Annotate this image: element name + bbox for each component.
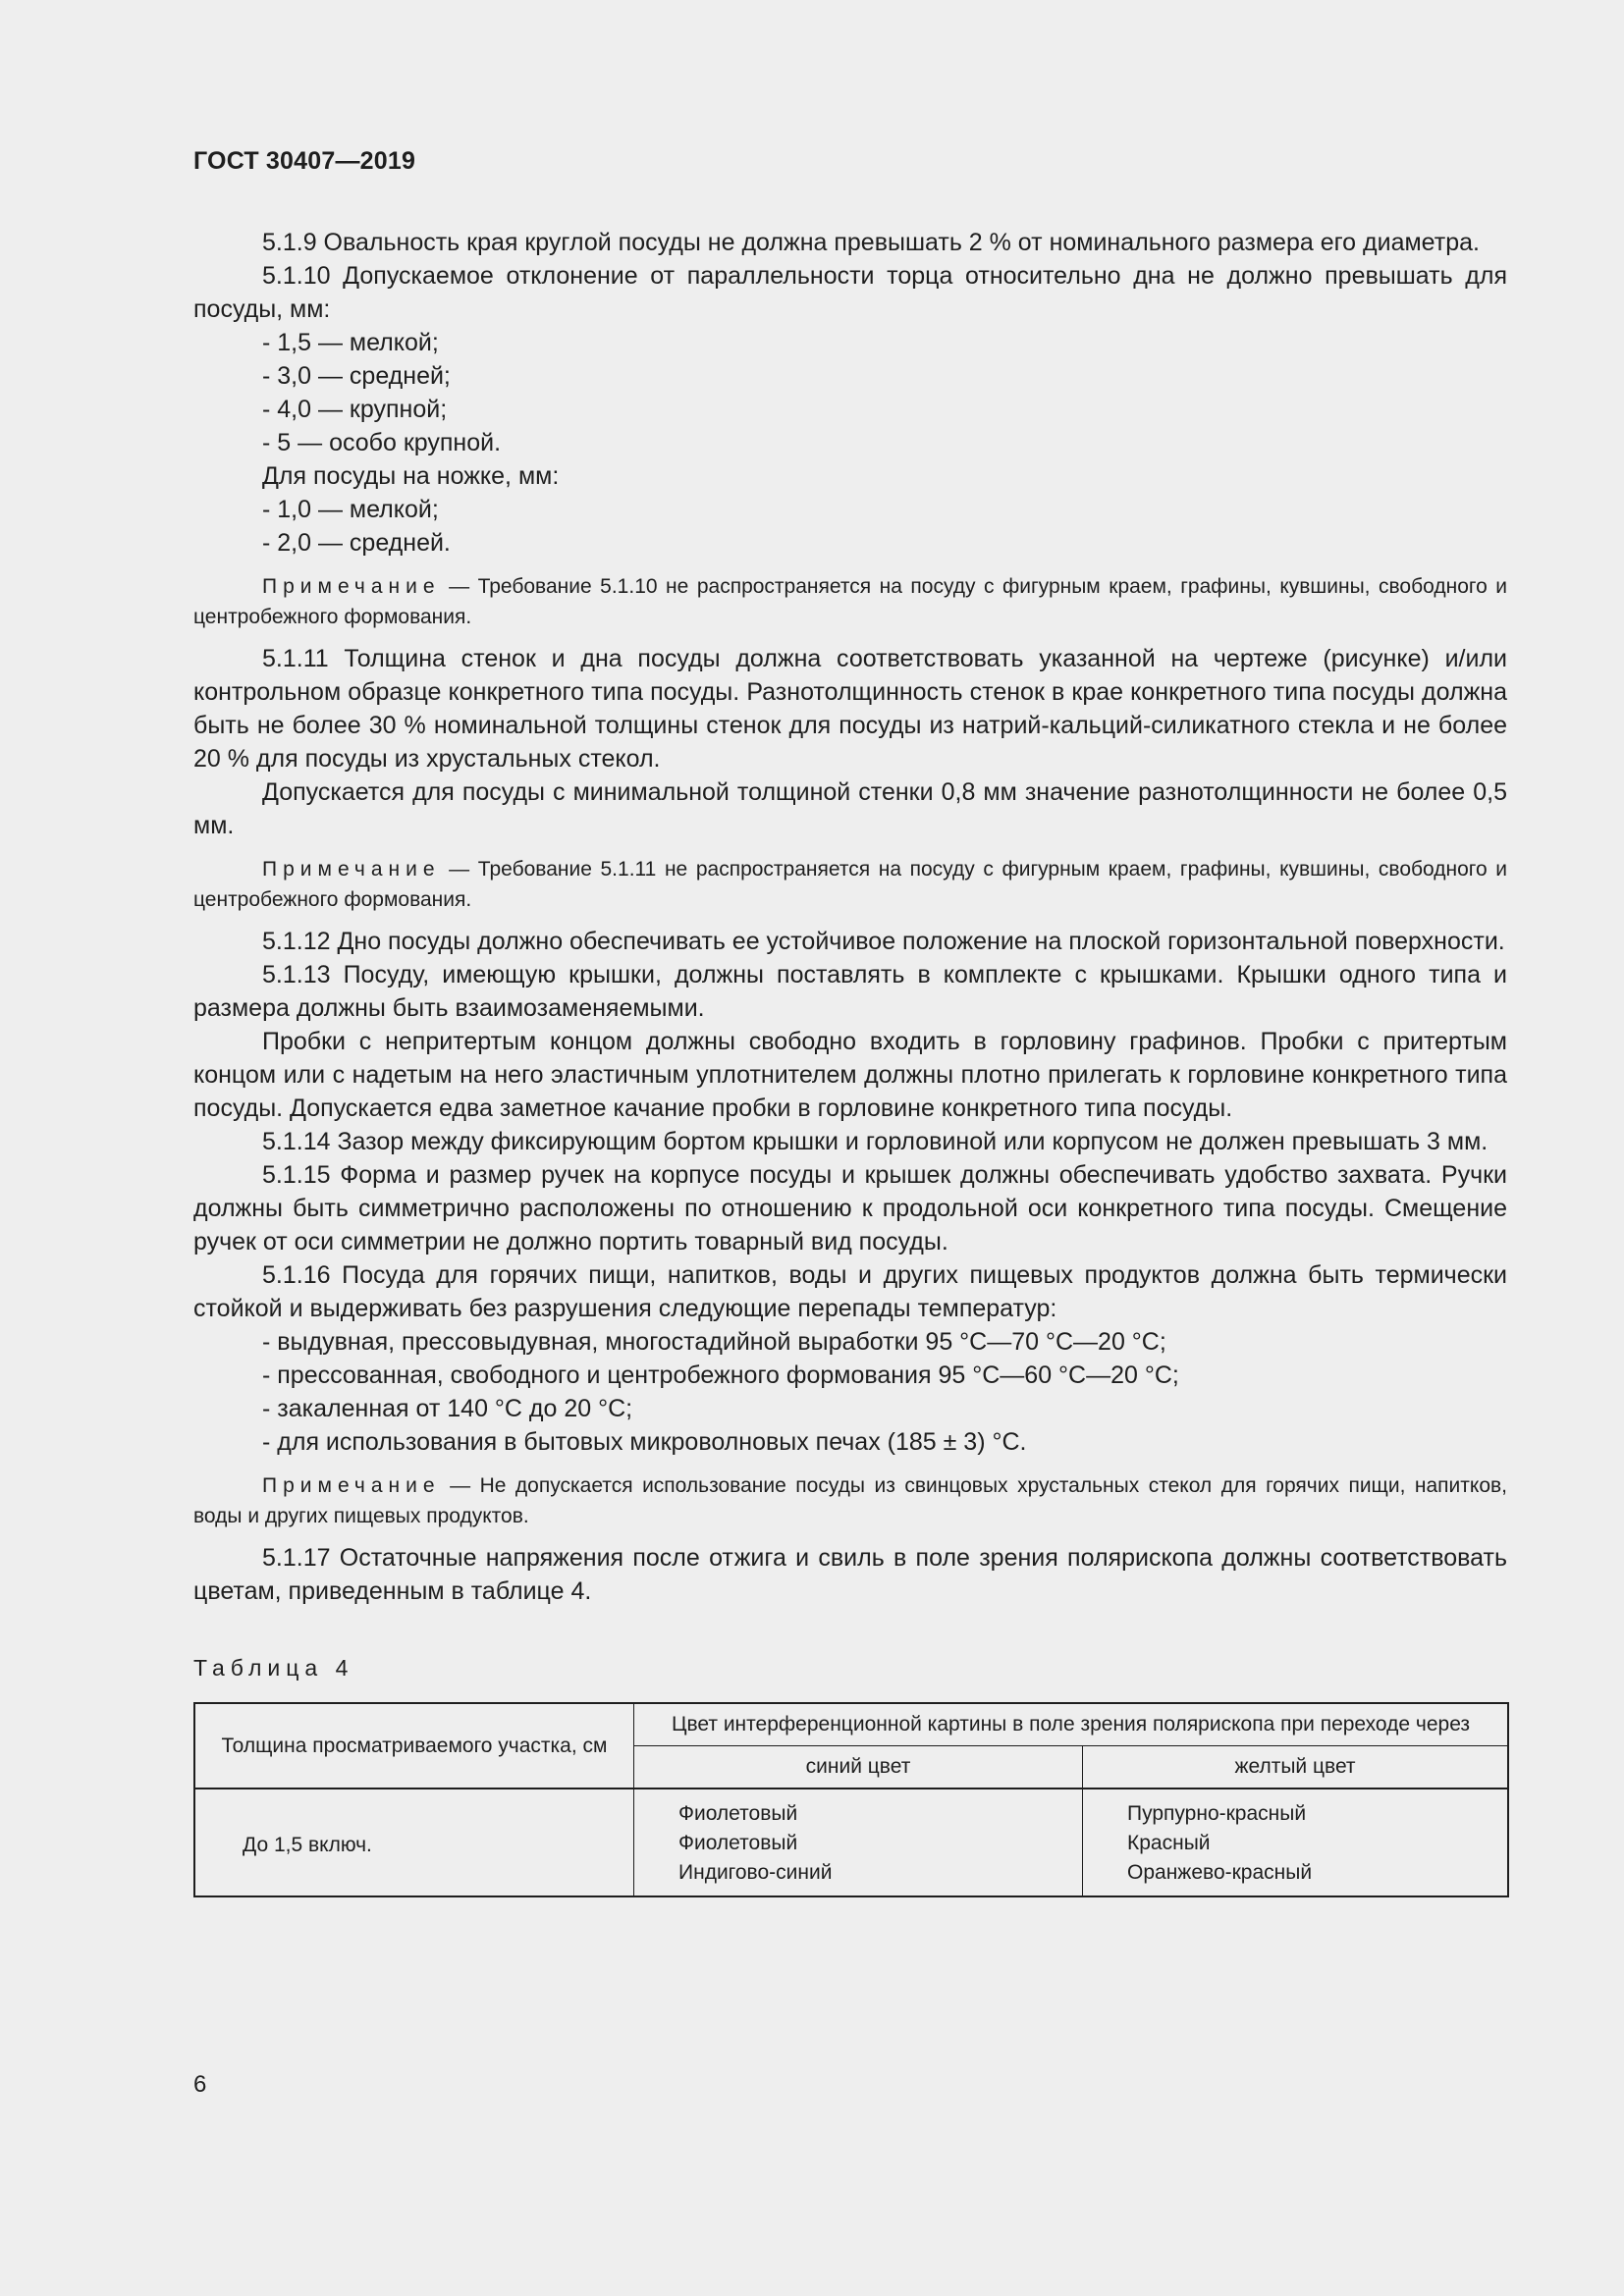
table-row	[194, 1789, 1508, 1896]
color-value: Красный	[1127, 1832, 1211, 1854]
note-label: Примечание	[262, 1474, 441, 1497]
table-caption: Таблица 4	[193, 1655, 354, 1681]
cell-blue	[634, 1789, 1083, 1896]
clause-5-1-13: 5.1.13 Посуду, имеющую крышки, должны поставлять в комплекте с крышками. Крышки одного типа и размера должны быть взаимозаменяемыми.	[193, 961, 1507, 1022]
color-value: Пурпурно-красный	[1127, 1802, 1307, 1825]
list-item: - для использования в бытовых микроволновых печах (185 ± 3) °С.	[262, 1428, 1027, 1456]
color-value: Оранжево-красный	[1127, 1861, 1313, 1884]
clause-5-1-12: 5.1.12 Дно посуды должно обеспечивать ее устойчивое положение на плоской горизонтальной поверхности.	[262, 928, 1505, 955]
list-item: - 1,5 — мелкой;	[262, 329, 439, 356]
note-text: — Требование 5.1.10 не распространяется на посуду с фигурным краем, графины, кувшины, свободного и центробежного формования.	[193, 575, 1507, 628]
list-item: - 4,0 — крупной;	[262, 396, 448, 423]
clause-5-1-11: 5.1.11 Толщина стенок и дна посуды должна соответствовать указанной на чертеже (рисунке) и/или контрольном образце конкретного типа посуды. Разнотолщинность стенок в крае конкретного типа посуды должна быть не более 30 % номинальной толщины стенок для посуды из натрий-кальций-силикатного стекла и не более 20 % для посуды из хрустальных стекол.	[193, 645, 1507, 773]
clause-5-1-11-extra: Допускается для посуды с минимальной толщиной стенки 0,8 мм значение разнотолщинности не более 0,5 мм.	[193, 778, 1507, 839]
note-text: — Не допускается использование посуды из свинцовых хрустальных стекол для горячих пищи, напитков, воды и других пищевых продуктов.	[193, 1474, 1507, 1527]
list-item: - прессованная, свободного и центробежного формования 95 °С—60 °С—20 °С;	[262, 1362, 1179, 1389]
list-item: - 5 — особо крупной.	[262, 429, 502, 456]
clause-5-1-17: 5.1.17 Остаточные напряжения после отжига и свиль в поле зрения полярископа должны соответствовать цветам, приведенным в таблице 4.	[193, 1544, 1507, 1605]
clause-5-1-13-stoppers: Пробки с непритертым концом должны свободно входить в горловину графинов. Пробки с притертым концом или с надетым на него эластичным уплотнителем должны плотно прилегать к горловине конкретного типа посуды. Допускается едва заметное качание пробки в горловине конкретного типа посуды.	[193, 1028, 1507, 1122]
table-header-row	[194, 1703, 1508, 1746]
document-body	[193, 226, 1507, 1897]
list-item: - 1,0 — мелкой;	[262, 496, 439, 523]
note-3	[193, 1470, 1507, 1531]
color-value: Фиолетовый	[678, 1832, 798, 1854]
list-item: - 3,0 — средней;	[262, 362, 451, 390]
note-label: Примечание	[262, 858, 441, 881]
stem-ware-intro: Для посуды на ножке, мм:	[262, 462, 560, 490]
clause-5-1-14: 5.1.14 Зазор между фиксирующим бортом крышки и горловиной или корпусом не должен превышать 3 мм.	[262, 1128, 1489, 1155]
col-blue-header: синий цвет	[634, 1746, 1083, 1789]
list-item: - 2,0 — средней.	[262, 529, 451, 557]
cell-thickness: До 1,5 включ.	[194, 1789, 634, 1896]
note-label: Примечание	[262, 575, 441, 598]
page-number: 6	[193, 2071, 207, 2098]
clause-5-1-9: 5.1.9 Овальность края круглой посуды не должна превышать 2 % от номинального размера его диаметра.	[262, 229, 1480, 256]
clause-5-1-16: 5.1.16 Посуда для горячих пищи, напитков, воды и других пищевых продуктов должна быть термически стойкой и выдерживать без разрушения следующие перепады температур:	[193, 1261, 1507, 1322]
table-4	[193, 1702, 1509, 1897]
col-group-header: Цвет интерференционной картины в поле зрения полярископа при переходе через	[634, 1703, 1509, 1746]
document-header: ГОСТ 30407—2019	[193, 147, 416, 175]
clause-5-1-15: 5.1.15 Форма и размер ручек на корпусе посуды и крышек должны обеспечивать удобство захвата. Ручки должны быть симметрично расположены по отношению к продольной оси конкретного типа посуды. Смещение ручек от оси симметрии не должно портить товарный вид посуды.	[193, 1161, 1507, 1255]
col-thickness-header: Толщина просматриваемого участка, см	[194, 1703, 634, 1789]
cell-yellow	[1083, 1789, 1509, 1896]
color-value: Фиолетовый	[678, 1802, 798, 1825]
list-item: - выдувная, прессовыдувная, многостадийной выработки 95 °С—70 °С—20 °С;	[262, 1328, 1166, 1356]
col-yellow-header: желтый цвет	[1083, 1746, 1509, 1789]
note-2	[193, 854, 1507, 915]
note-1	[193, 571, 1507, 632]
clause-5-1-10: 5.1.10 Допускаемое отклонение от параллельности торца относительно дна не должно превышать для посуды, мм:	[193, 262, 1507, 323]
note-text: — Требование 5.1.11 не распространяется на посуду с фигурным краем, графины, кувшины, свободного и центробежного формования.	[193, 858, 1507, 911]
list-item: - закаленная от 140 °С до 20 °С;	[262, 1395, 633, 1422]
color-value: Индигово-синий	[678, 1861, 833, 1884]
